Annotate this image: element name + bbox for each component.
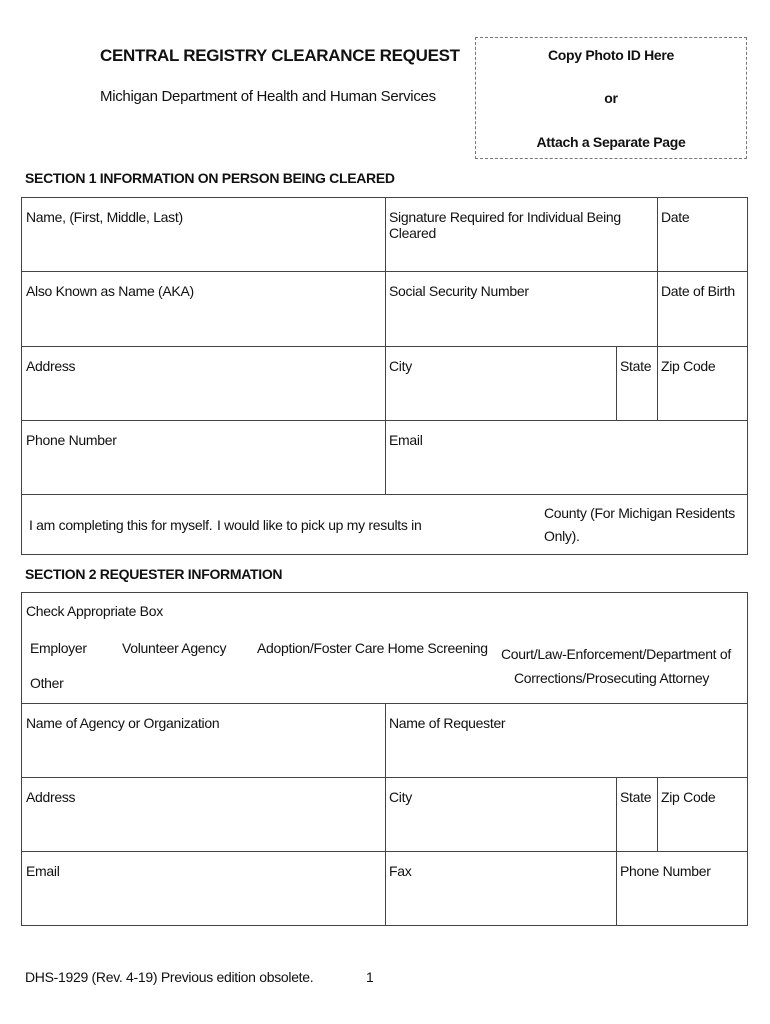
section1-table — [21, 197, 748, 555]
court-option-line2[interactable]: Corrections/Prosecuting Attorney — [514, 670, 710, 686]
phone-label: Phone Number — [26, 432, 117, 448]
ssn-label: Social Security Number — [389, 283, 529, 299]
address-label: Address — [26, 358, 76, 374]
court-option-line1[interactable]: Court/Law-Enforcement/Department of — [501, 646, 731, 662]
dob-field[interactable] — [657, 272, 747, 346]
zip-field[interactable] — [657, 347, 747, 420]
city-field[interactable] — [385, 347, 616, 420]
requester-phone-field[interactable] — [616, 852, 747, 925]
name-label: Name, (First, Middle, Last) — [26, 209, 183, 225]
date-field[interactable] — [657, 198, 747, 271]
ssn-field[interactable] — [385, 272, 657, 346]
requester-address-field[interactable] — [22, 778, 385, 851]
agency-name-label: Name of Agency or Organization — [26, 715, 220, 731]
address-field[interactable] — [22, 347, 385, 420]
date-label: Date — [661, 209, 690, 225]
section2-table — [21, 592, 748, 926]
signature-label: Signature Required for Individual Being Cleared — [389, 209, 621, 241]
requester-city-field[interactable] — [385, 778, 616, 851]
aka-field[interactable] — [22, 272, 385, 346]
dob-label: Date of Birth — [661, 283, 735, 299]
requester-state-label: State — [620, 789, 652, 805]
agency-name-field[interactable] — [22, 704, 385, 777]
page-number: 1 — [366, 969, 374, 985]
requester-city-label: City — [389, 789, 412, 805]
pickup-option[interactable]: I would like to pick up my results in — [217, 517, 422, 533]
fax-field[interactable] — [385, 852, 616, 925]
requester-phone-label: Phone Number — [620, 863, 711, 879]
name-field[interactable] — [22, 198, 385, 271]
requester-email-field[interactable] — [22, 852, 385, 925]
section2-title: SECTION 2 REQUESTER INFORMATION — [25, 566, 283, 582]
section1-title: SECTION 1 INFORMATION ON PERSON BEING CLEARED — [25, 170, 395, 186]
other-option[interactable]: Other — [30, 675, 64, 691]
requester-zip-field[interactable] — [657, 778, 747, 851]
photo-box-line3: Attach a Separate Page — [536, 134, 686, 150]
fax-label: Fax — [389, 863, 412, 879]
requester-address-label: Address — [26, 789, 76, 805]
county-label-line1: County (For Michigan Residents — [544, 505, 735, 521]
volunteer-agency-option[interactable]: Volunteer Agency — [122, 640, 227, 656]
requester-name-label: Name of Requester — [389, 715, 506, 731]
requester-zip-label: Zip Code — [661, 789, 716, 805]
county-label-line2: Only). — [544, 528, 580, 544]
signature-field[interactable] — [385, 198, 657, 271]
requester-email-label: Email — [26, 863, 60, 879]
form-title: CENTRAL REGISTRY CLEARANCE REQUEST — [100, 46, 460, 65]
employer-option[interactable]: Employer — [30, 640, 87, 656]
aka-label: Also Known as Name (AKA) — [26, 283, 194, 299]
email-label: Email — [389, 432, 423, 448]
requester-name-field[interactable] — [385, 704, 747, 777]
photo-id-box[interactable] — [475, 37, 747, 159]
state-label: State — [620, 358, 652, 374]
zip-label: Zip Code — [661, 358, 716, 374]
phone-field[interactable] — [22, 421, 385, 494]
city-label: City — [389, 358, 412, 374]
check-box-label: Check Appropriate Box — [26, 603, 163, 619]
requester-state-field[interactable] — [616, 778, 657, 851]
form-id: DHS-1929 (Rev. 4-19) Previous edition obsolete. — [25, 969, 314, 985]
photo-box-line2: or — [604, 90, 618, 106]
state-field[interactable] — [616, 347, 657, 420]
photo-box-line1: Copy Photo ID Here — [547, 47, 675, 63]
email-field[interactable] — [385, 421, 747, 494]
adoption-foster-option[interactable]: Adoption/Foster Care Home Screening — [257, 640, 488, 656]
department-name: Michigan Department of Health and Human Services — [100, 88, 436, 105]
self-option[interactable]: I am completing this for myself. — [29, 517, 213, 533]
